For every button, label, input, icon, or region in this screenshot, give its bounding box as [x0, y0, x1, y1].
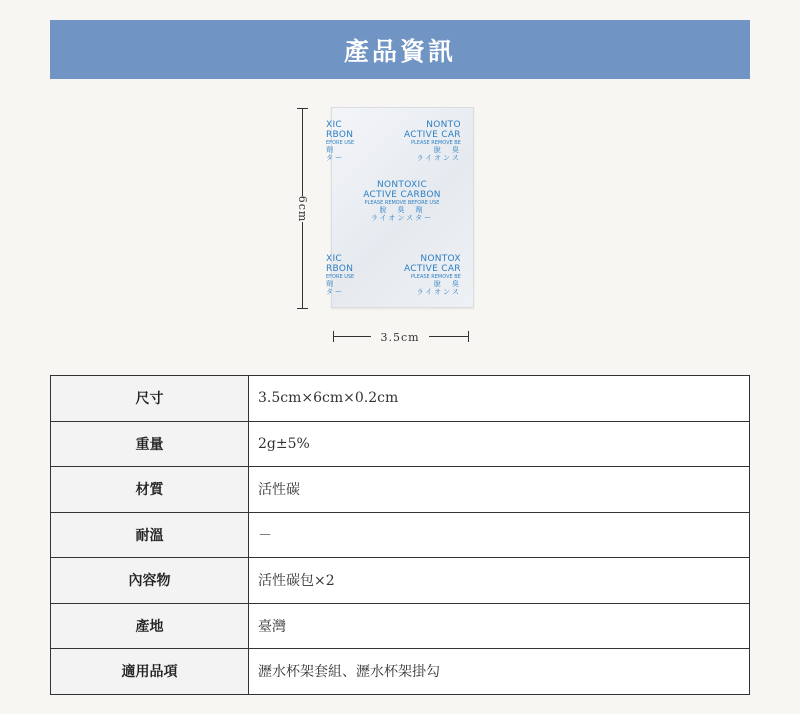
- section-title: 產品資訊: [343, 36, 456, 66]
- width-label: 3.5cm: [371, 329, 429, 345]
- height-dimension-line: [296, 108, 310, 309]
- spec-label-heat-resistance: 耐溫: [51, 512, 249, 558]
- spec-value-heat-resistance: －: [249, 512, 750, 558]
- spec-value-contents: 活性碳包×2: [249, 558, 750, 604]
- product-image-carbon-sachet: [326, 107, 474, 308]
- print-center: NONTOXIC ACTIVE CARBON PLEASE REMOVE BEFORE USE 脫 臭 劑 ライオンスター: [363, 180, 441, 223]
- section-header-banner: [50, 20, 750, 79]
- table-row: [51, 558, 750, 604]
- table-row: [51, 421, 750, 467]
- width-dimension-line: [333, 330, 469, 344]
- spec-value-weight: 2g±5%: [249, 421, 750, 467]
- spec-label-material: 材質: [51, 467, 249, 513]
- print-bottom-left: XIC RBON EFORE USE 劑 ター: [326, 254, 355, 297]
- spec-label-contents: 內容物: [51, 558, 249, 604]
- table-row: [51, 649, 750, 695]
- spec-label-applicable-items: 適用品項: [51, 649, 249, 695]
- table-row: [51, 467, 750, 513]
- table-row: [51, 512, 750, 558]
- table-row: [51, 603, 750, 649]
- spec-table: [50, 375, 750, 695]
- spec-value-size: 3.5cm×6cm×0.2cm: [249, 376, 750, 422]
- spec-label-weight: 重量: [51, 421, 249, 467]
- print-bottom-right: NONTOX ACTIVE CAR PLEASE REMOVE BE 脫 臭 ライオンス: [404, 254, 461, 297]
- table-row: [51, 376, 750, 422]
- spec-value-material: 活性碳: [249, 467, 750, 513]
- spec-value-applicable-items: 瀝水杯架套組、瀝水杯架掛勾: [249, 649, 750, 695]
- spec-label-size: 尺寸: [51, 376, 249, 422]
- height-label: 6cm: [290, 196, 316, 222]
- print-top-left: XIC RBON EFORE USE 劑 ター: [326, 120, 355, 163]
- spec-label-origin: 產地: [51, 603, 249, 649]
- spec-value-origin: 臺灣: [249, 603, 750, 649]
- print-top-right: NONTO ACTIVE CAR PLEASE REMOVE BE 脫 臭 ライオンス: [404, 120, 461, 163]
